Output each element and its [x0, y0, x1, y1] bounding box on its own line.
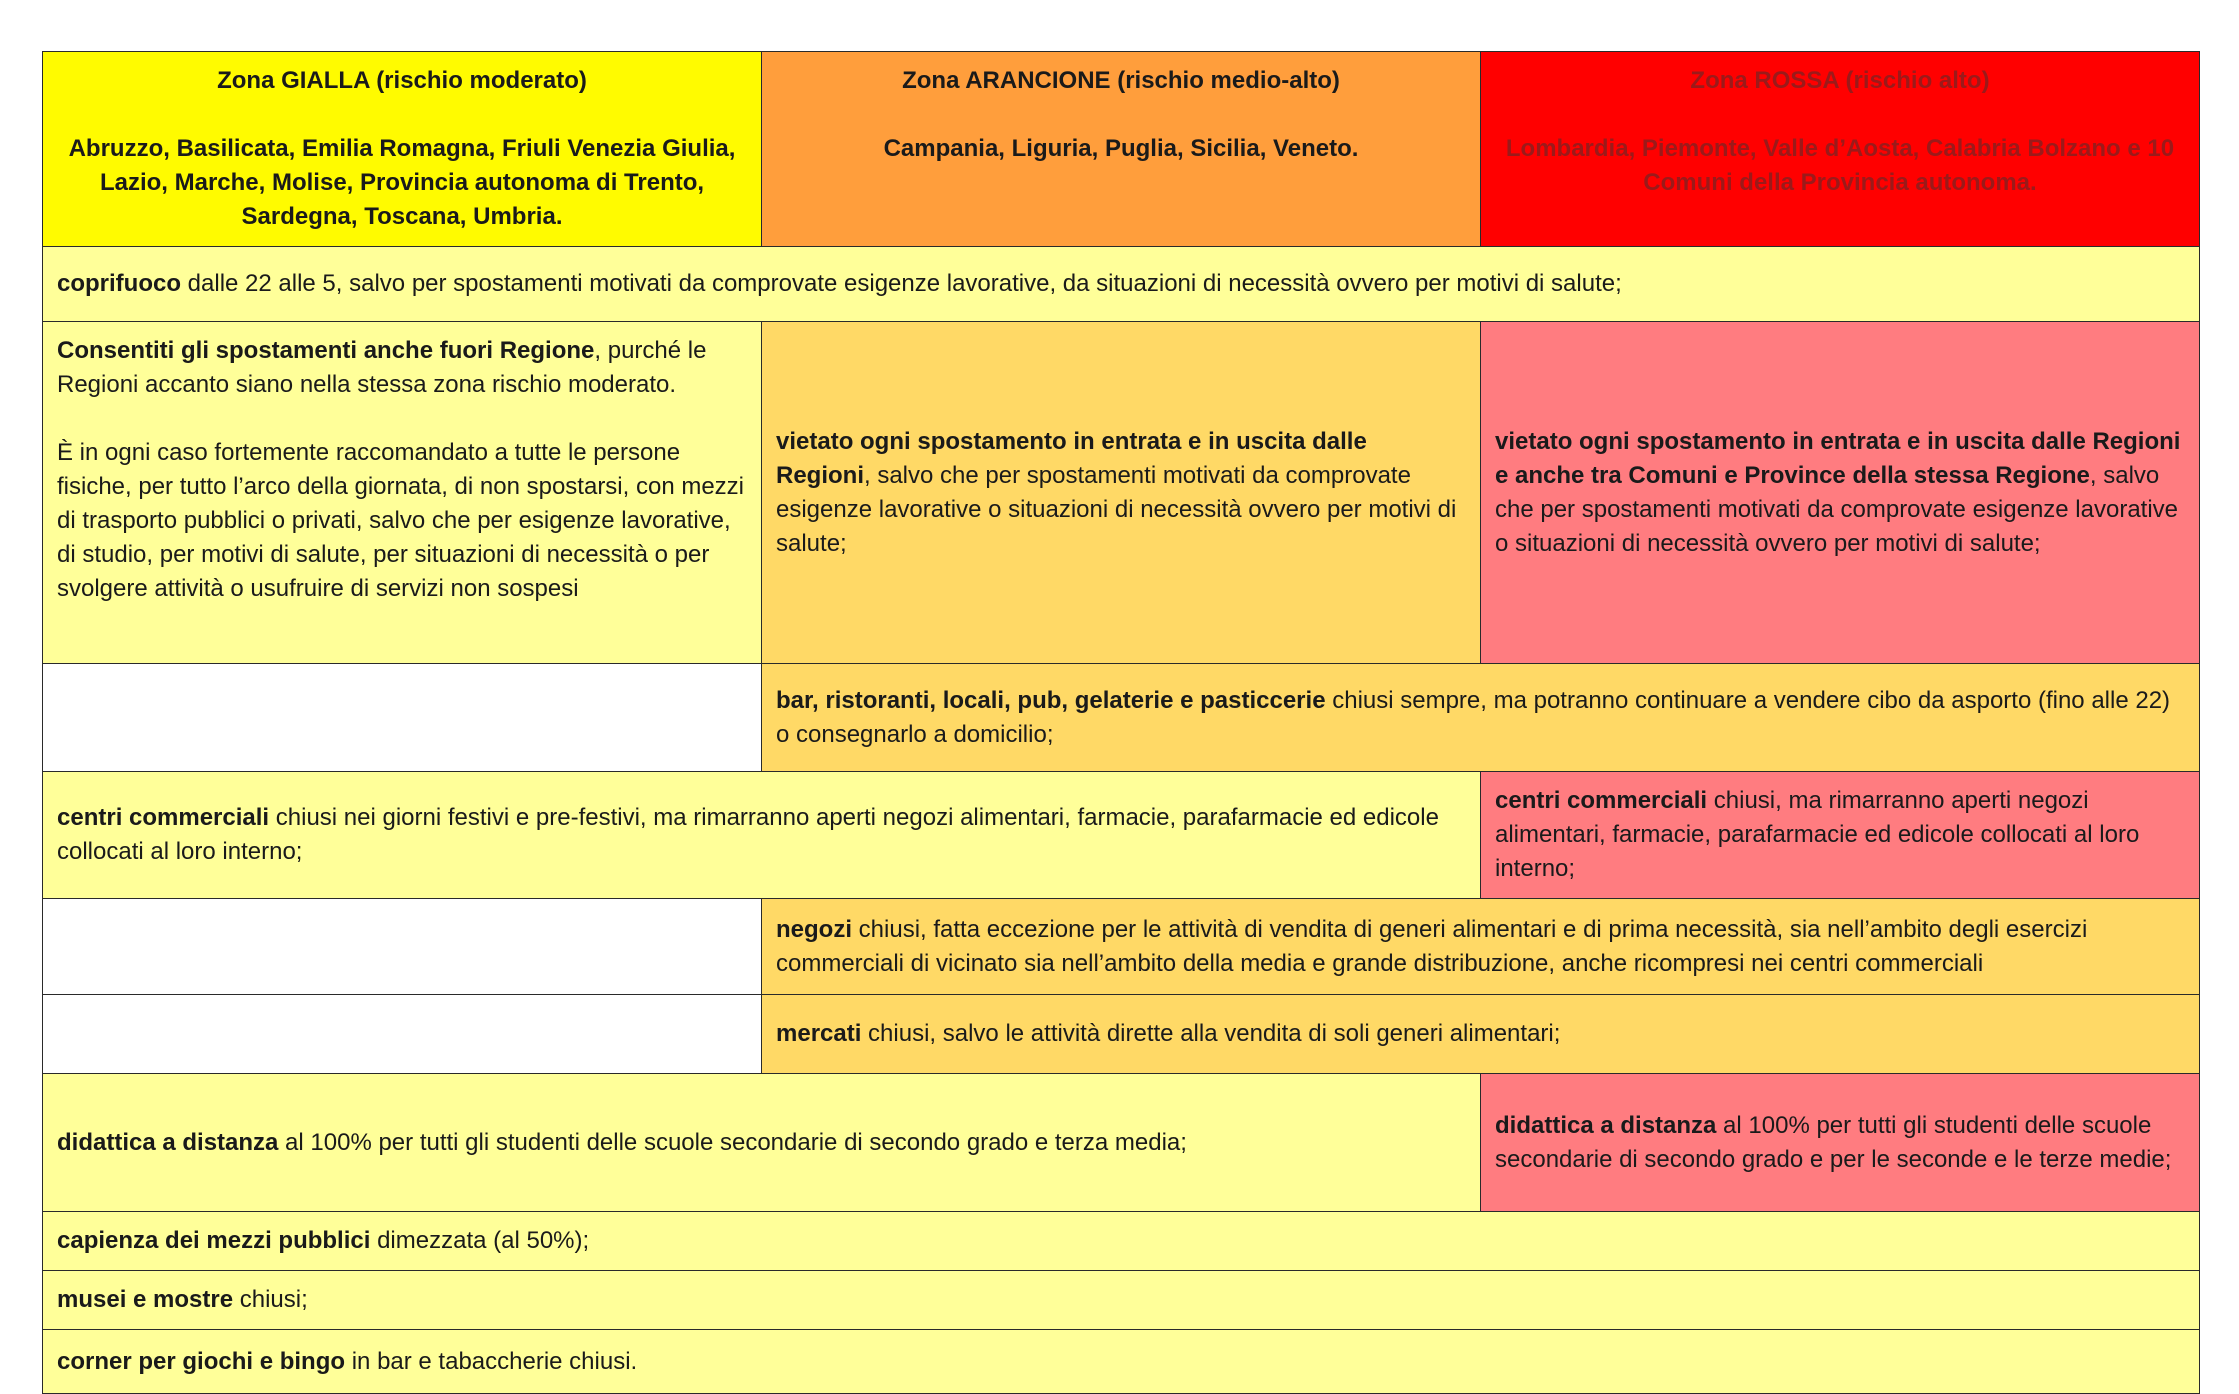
- zona-arancione-title: Zona ARANCIONE (rischio medio-alto): [902, 67, 1340, 94]
- corner-cell: [43, 1330, 2200, 1394]
- row-bar: [43, 664, 2200, 772]
- row-didattica: [43, 1074, 2200, 1212]
- bar-bold: bar, ristoranti, locali, pub, gelaterie e pasticcerie: [776, 686, 1326, 714]
- zona-gialla-regions: Abruzzo, Basilicata, Emilia Romagna, Friuli Venezia Giulia, Lazio, Marche, Molise, Provincia autonoma di Trento, Sardegna, Toscana, Umbria.: [68, 135, 736, 230]
- bar-cell: [762, 664, 2200, 772]
- row-centri-commerciali: [43, 772, 2200, 899]
- coprifuoco-cell: [43, 247, 2200, 322]
- mercati-bold: mercati: [776, 1020, 862, 1047]
- capienza-text: dimezzata (al 50%);: [370, 1227, 590, 1254]
- negozi-cell: [762, 899, 2200, 995]
- corner-bold: corner per giochi e bingo: [57, 1347, 346, 1375]
- centri-commerciali-rossa-bold: centri commerciali: [1495, 787, 1708, 814]
- corner-text: in bar e tabaccherie chiusi.: [345, 1347, 638, 1375]
- spostamenti-gialla-cell: [43, 322, 762, 664]
- didattica-bold: didattica a distanza: [57, 1128, 279, 1156]
- centri-commerciali-rossa-cell: [1481, 772, 2200, 899]
- zones-table: [42, 51, 2200, 1394]
- didattica-rossa-text: al 100% per tutti gli studenti delle scuole secondarie di secondo grado e per le seconde e le terze medie;: [1495, 1111, 2172, 1173]
- coprifuoco-bold: coprifuoco: [57, 270, 181, 297]
- musei-text: chiusi;: [233, 1286, 308, 1313]
- header-zona-rossa: [1481, 52, 2200, 247]
- row-mercati: [43, 995, 2200, 1074]
- row-musei: [43, 1271, 2200, 1330]
- mercati-text: chiusi, salvo le attività dirette alla vendita di soli generi alimentari;: [861, 1020, 1561, 1047]
- didattica-rossa-cell: [1481, 1074, 2200, 1212]
- didattica-rossa-bold: didattica a distanza: [1495, 1111, 1717, 1139]
- spostamenti-arancione-text: , salvo che per spostamenti motivati da comprovate esigenze lavorative o situazioni di necessità ovvero per motivi di salute;: [776, 461, 1457, 557]
- zona-arancione-regions: Campania, Liguria, Puglia, Sicilia, Veneto.: [883, 135, 1359, 162]
- negozi-text: chiusi, fatta eccezione per le attività di vendita di generi alimentari e di prima necessità, sia nell’ambito degli esercizi commerciali di vicinato sia nell’ambito della media e grande distribuzione, anche ricompresi nei centri commerciali: [776, 915, 2088, 977]
- centri-commerciali-rossa-text: chiusi, ma rimarranno aperti negozi alimentari, farmacie, parafarmacie ed edicole collocati al loro interno;: [1495, 787, 2140, 882]
- spostamenti-arancione-cell: [762, 322, 1481, 664]
- row-coprifuoco: [43, 247, 2200, 322]
- mercati-empty-cell: [43, 995, 762, 1074]
- spostamenti-rossa-text: , salvo che per spostamenti motivati da comprovate esigenze lavorative o situazioni di necessità ovvero per motivi di salute;: [1495, 461, 2179, 557]
- capienza-cell: [43, 1212, 2200, 1271]
- centri-commerciali-cell: [43, 772, 1481, 899]
- spostamenti-gialla-text: , purché le Regioni accanto siano nella stessa zona rischio moderato.: [57, 337, 707, 398]
- negozi-empty-cell: [43, 899, 762, 995]
- row-spostamenti: [43, 322, 2200, 664]
- capienza-bold: capienza dei mezzi pubblici: [57, 1227, 371, 1254]
- spostamenti-gialla-bold: Consentiti gli spostamenti anche fuori Regione: [57, 337, 595, 364]
- zona-rossa-title: Zona ROSSA (rischio alto): [1690, 67, 1990, 94]
- spostamenti-arancione-bold: vietato ogni spostamento in entrata e in uscita dalle Regioni: [776, 427, 1367, 489]
- musei-bold: musei e mostre: [57, 1286, 234, 1313]
- centri-commerciali-bold: centri commerciali: [57, 804, 270, 831]
- spostamenti-gialla-recommendation: È in ogni caso fortemente raccomandato a tutte le persone fisiche, per tutto l’arco della giornata, di non spostarsi, con mezzi di trasporto pubblici o privati, salvo che per esigenze lavorative, di studio, per motivi di salute, per situazioni di necessità o per svolgere attività o usufruire di servizi non sospesi: [57, 439, 745, 602]
- row-capienza: [43, 1212, 2200, 1271]
- header-zona-arancione: [762, 52, 1481, 247]
- didattica-cell: [43, 1074, 1481, 1212]
- mercati-cell: [762, 995, 2200, 1074]
- centri-commerciali-text: chiusi nei giorni festivi e pre-festivi, ma rimarranno aperti negozi alimentari, farmacie, parafarmacie ed edicole collocati al loro interno;: [57, 804, 1439, 865]
- spostamenti-rossa-cell: [1481, 322, 2200, 664]
- didattica-text: al 100% per tutti gli studenti delle scuole secondarie di secondo grado e terza media;: [278, 1128, 1187, 1156]
- zona-gialla-title: Zona GIALLA (rischio moderato): [217, 67, 587, 94]
- negozi-bold: negozi: [776, 915, 852, 943]
- row-corner: [43, 1330, 2200, 1394]
- coprifuoco-text: dalle 22 alle 5, salvo per spostamenti motivati da comprovate esigenze lavorative, da situazioni di necessità ovvero per motivi di salute;: [181, 270, 1622, 297]
- zona-rossa-regions: Lombardia, Piemonte, Valle d’Aosta, Calabria Bolzano e 10 Comuni della Provincia autonoma.: [1505, 135, 2175, 196]
- bar-text: chiusi sempre, ma potranno continuare a vendere cibo da asporto (fino alle 22) o consegnarlo a domicilio;: [776, 686, 2171, 748]
- header-row: [43, 52, 2200, 247]
- row-negozi: [43, 899, 2200, 995]
- spostamenti-rossa-bold: vietato ogni spostamento in entrata e in uscita dalle Regioni e anche tra Comuni e Province della stessa Regione: [1495, 427, 2181, 489]
- bar-empty-cell: [43, 664, 762, 772]
- musei-cell: [43, 1271, 2200, 1330]
- header-zona-gialla: [43, 52, 762, 247]
